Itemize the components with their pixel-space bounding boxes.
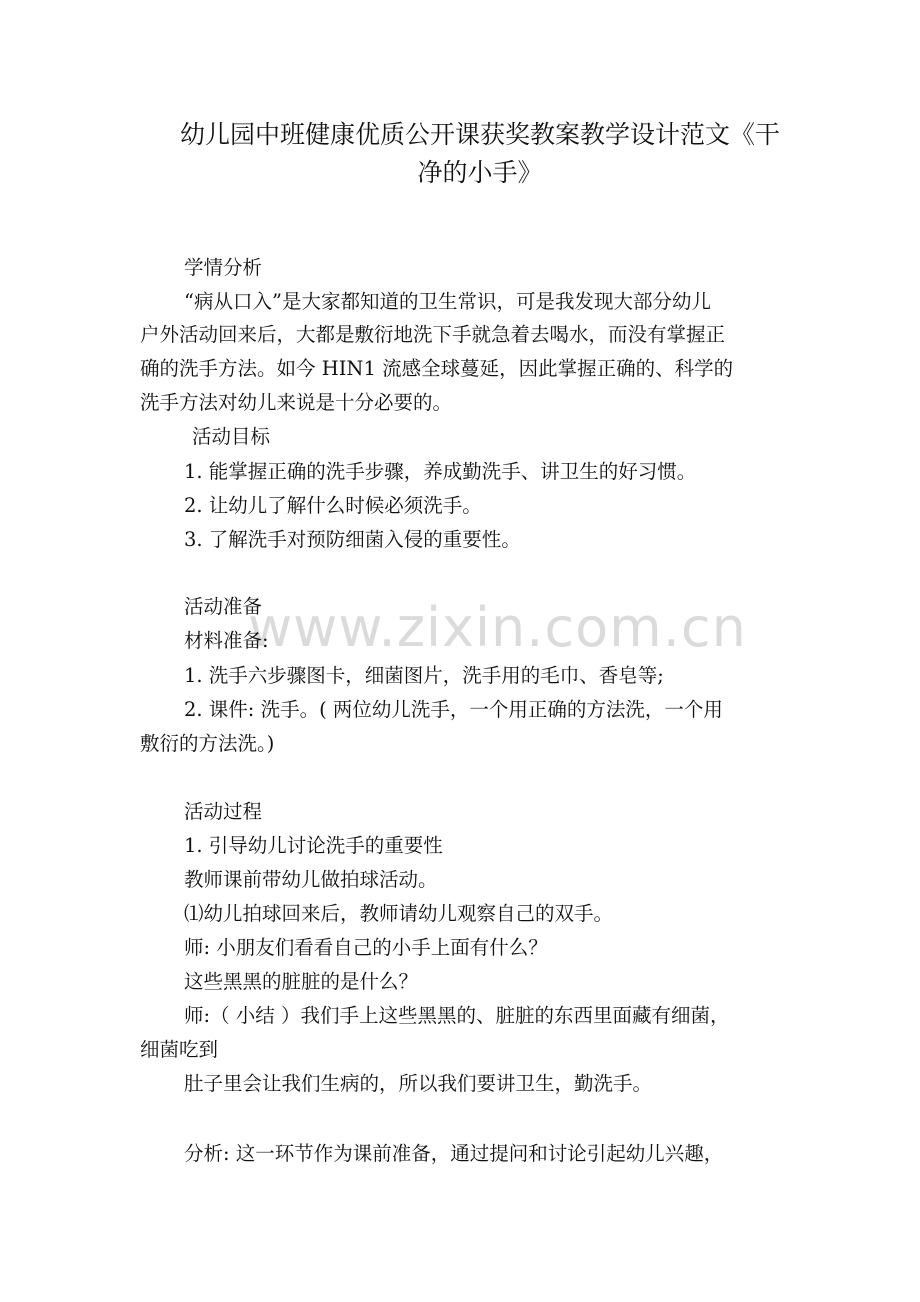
paragraph-line: “病从口入”是大家都知道的卫生常识，可是我发现大部分幼儿 <box>184 290 711 313</box>
list-item: 2. 课件: 洗手。( 两位幼儿洗手，一个用正确的方法洗，一个用 <box>184 698 723 721</box>
paragraph-line: 这些黑黑的脏脏的是什么？ <box>184 970 419 993</box>
section-heading-analysis: 学情分析 <box>184 256 263 279</box>
watermark: www.zixin.com.cn <box>248 596 747 659</box>
paragraph-line: 教师课前带幼儿做拍球活动。 <box>184 868 438 891</box>
list-item: 3. 了解洗手对预防细菌入侵的重要性。 <box>184 528 521 551</box>
section-heading-process: 活动过程 <box>184 800 263 823</box>
document-title <box>150 116 810 192</box>
paragraph-line: 细菌吃到 <box>140 1038 219 1061</box>
list-item: 1. 洗手六步骤图卡，细菌图片，洗手用的毛巾、香皂等; <box>184 664 664 687</box>
list-item: 1. 能掌握正确的洗手步骤，养成勤洗手、讲卫生的好习惯。 <box>184 460 697 483</box>
section-heading-goals: 活动目标 <box>192 425 271 448</box>
paragraph-line: 师:（ 小结 ）我们手上这些黑黑的、脏脏的东西里面藏有细菌， <box>184 1004 730 1027</box>
title-line-1: 幼儿园中班健康优质公开课获奖教案教学设计范文《干 <box>179 120 780 149</box>
paragraph-line: 肚子里会让我们生病的，所以我们要讲卫生，勤洗手。 <box>184 1072 653 1095</box>
list-item: 1. 引导幼儿讨论洗手的重要性 <box>184 834 443 857</box>
paragraph-line: 敷衍的方法洗。) <box>140 732 275 755</box>
paragraph-line: 户外活动回来后，大都是敷衍地洗下手就急着去喝水，而没有掌握正 <box>140 323 726 346</box>
paragraph-line: 分析: 这一环节作为课前准备，通过提问和讨论引起幼儿兴趣， <box>184 1142 724 1165</box>
section-heading-preparation: 活动准备 <box>184 595 263 618</box>
paragraph-line: 师: 小朋友们看看自己的小手上面有什么？ <box>184 936 548 959</box>
paragraph-line: ⑴幼儿拍球回来后，教师请幼儿观察自己的双手。 <box>184 902 614 925</box>
title-line-2: 净的小手》 <box>417 158 543 187</box>
paragraph-line: 材料准备: <box>184 629 269 652</box>
list-item: 2. 让幼儿了解什么时候必须洗手。 <box>184 494 482 517</box>
paragraph-line: 确的洗手方法。如今 HIN1 流感全球蔓延，因此掌握正确的、科学的 <box>140 357 734 380</box>
paragraph-line: 洗手方法对幼儿来说是十分必要的。 <box>140 391 453 414</box>
